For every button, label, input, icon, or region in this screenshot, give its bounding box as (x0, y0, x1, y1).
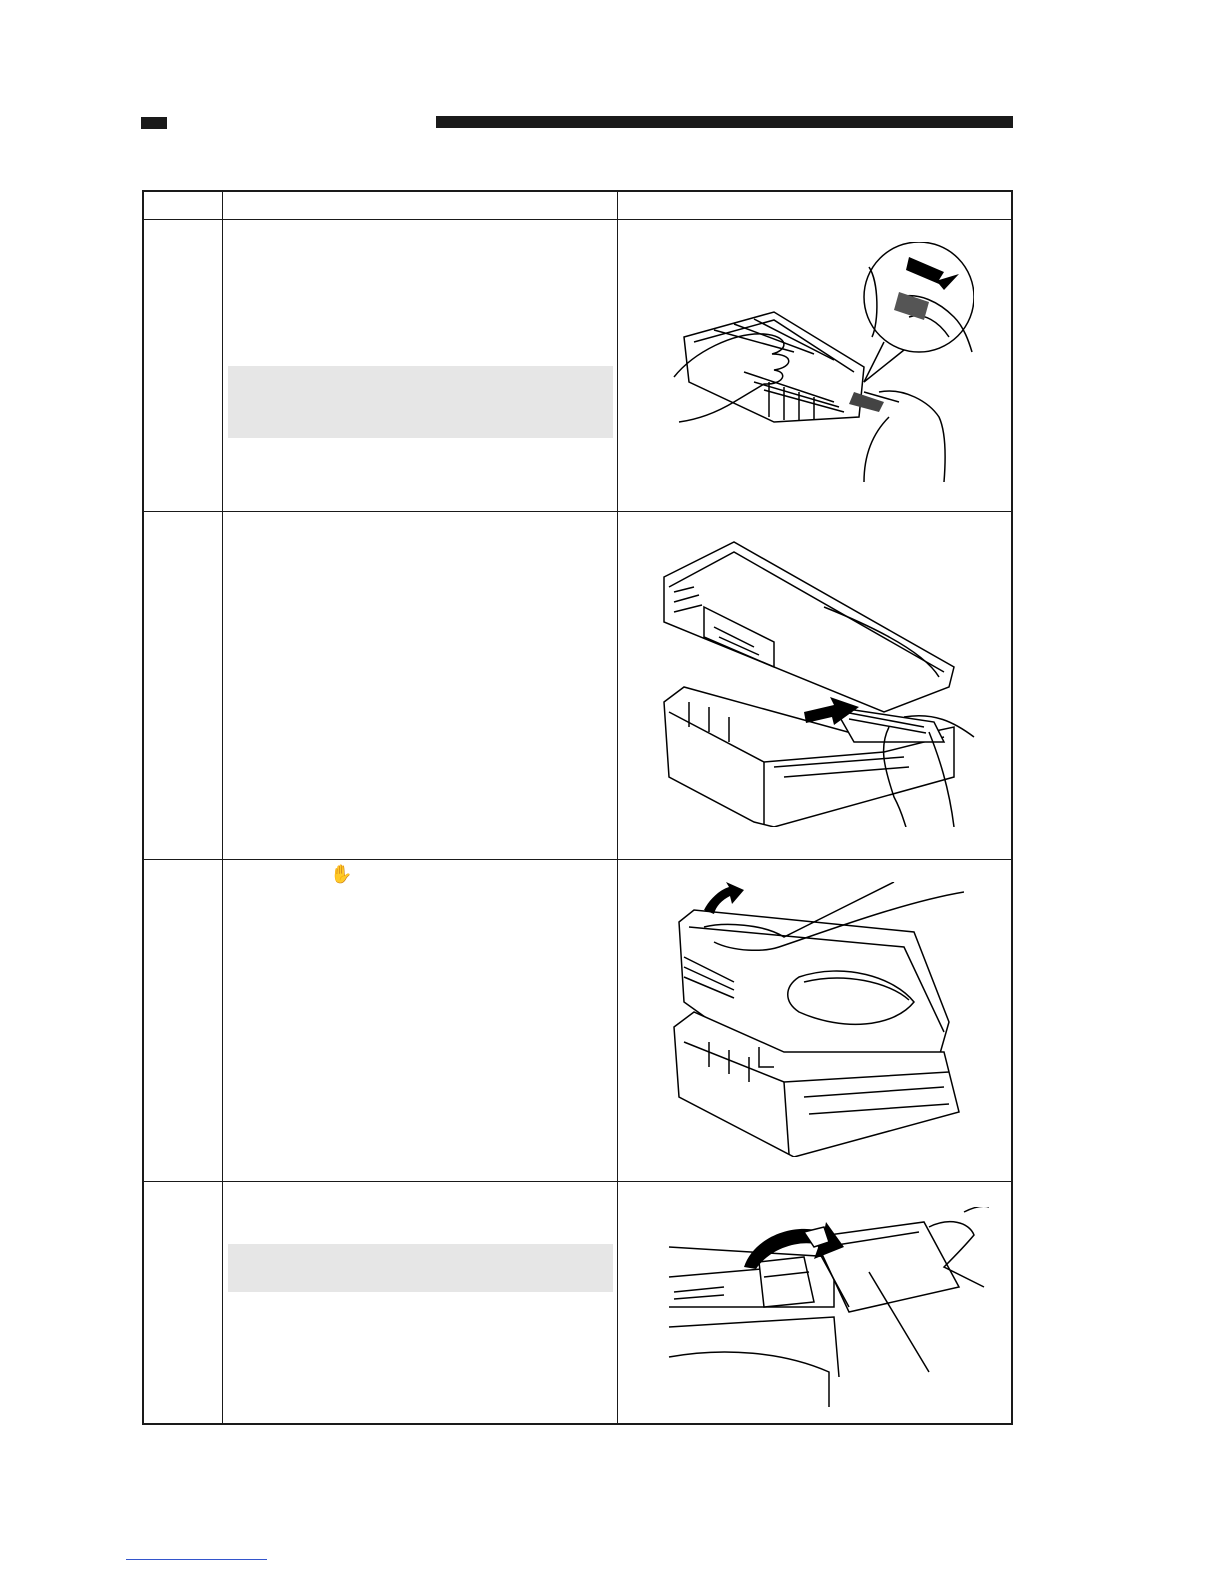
caution-note-text (228, 1244, 613, 1256)
cartridge-insertion-figure (654, 527, 979, 827)
cartridge-sealing-tape-figure (654, 242, 974, 487)
caution-note (228, 366, 613, 438)
header-block (141, 117, 167, 129)
close-upper-unit-figure (664, 882, 964, 1157)
column-header-operation (223, 192, 617, 220)
header-rule (436, 116, 1013, 128)
paper-tray-cover-figure (664, 1207, 989, 1407)
column-divider-2 (617, 192, 618, 1423)
caution-note (228, 1244, 613, 1292)
column-header-figure (618, 192, 1013, 220)
column-header-step (144, 192, 222, 220)
column-divider-1 (222, 192, 223, 1423)
footer-rule (126, 1559, 267, 1560)
row-divider-3 (144, 1181, 1011, 1182)
procedure-table (142, 190, 1013, 1425)
row-divider-1 (144, 511, 1011, 512)
hand-icon: ✋ (330, 864, 353, 884)
caution-note-text (228, 366, 613, 378)
row-divider-2 (144, 859, 1011, 860)
